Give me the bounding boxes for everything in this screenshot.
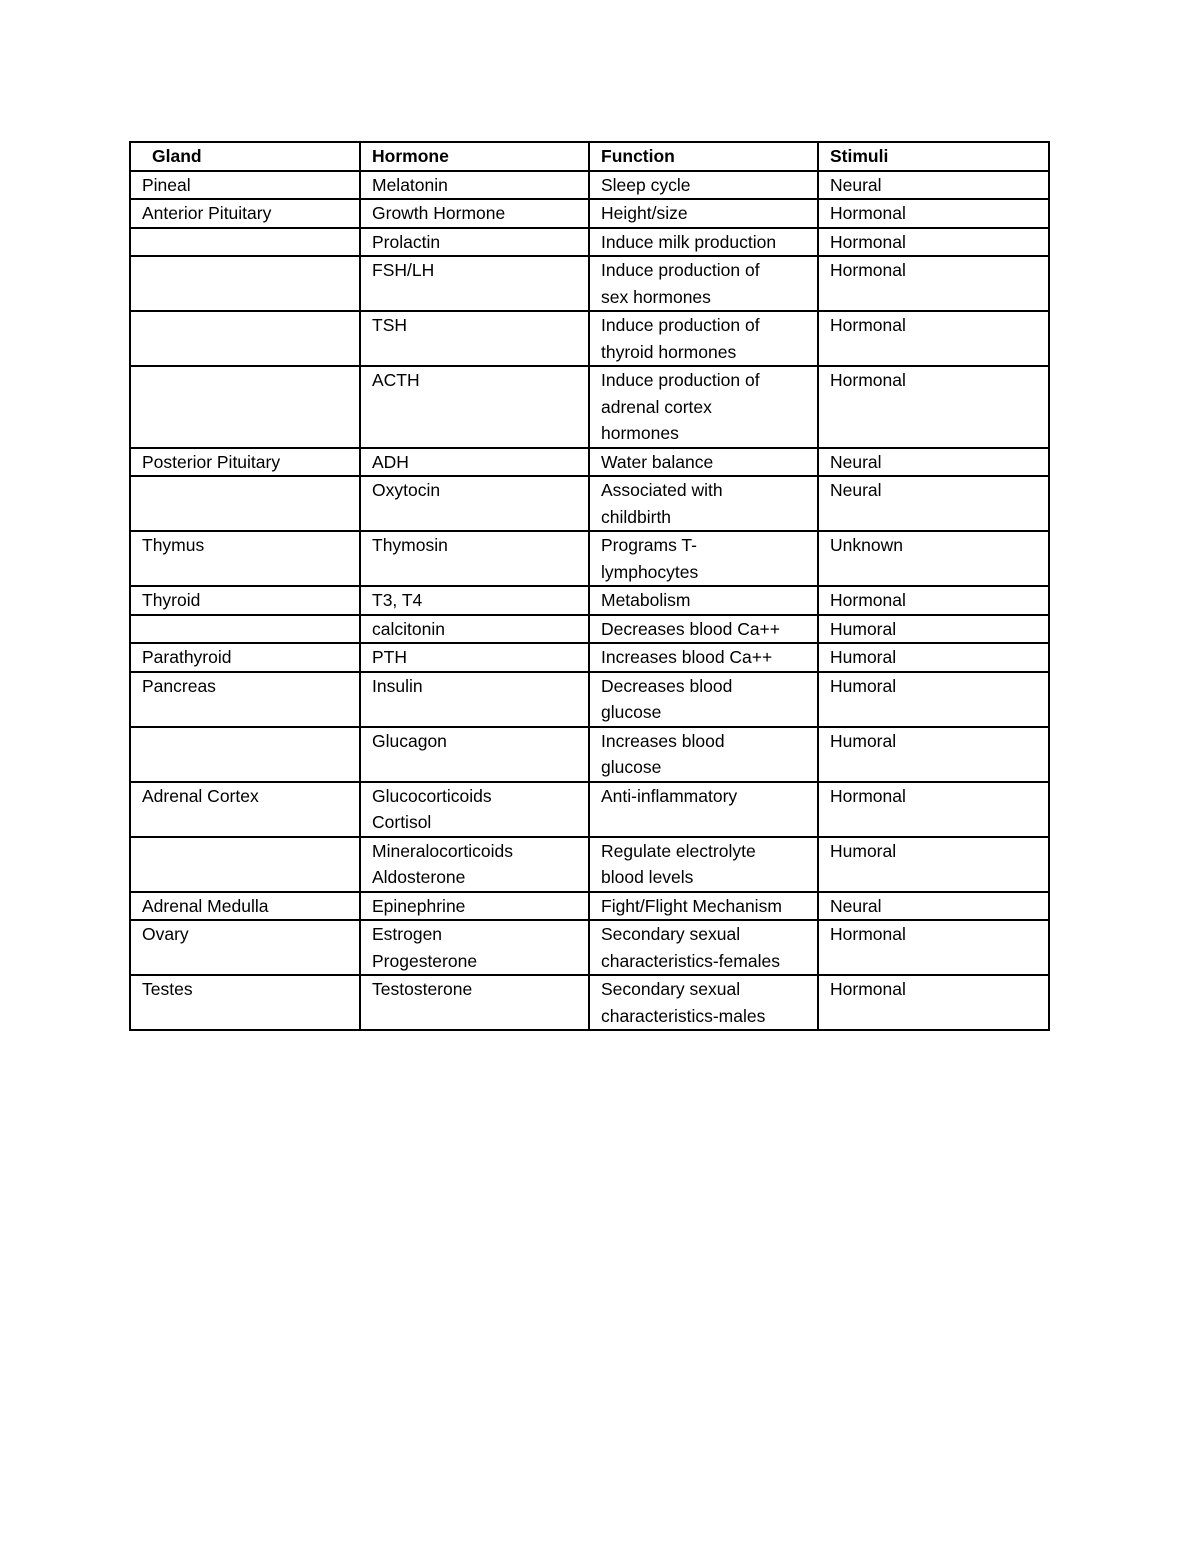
cell-gland: Thyroid	[130, 586, 360, 615]
cell-hormone: PTH	[360, 643, 589, 672]
cell-function: Secondary sexual characteristics-males	[589, 975, 818, 1030]
cell-gland: Anterior Pituitary	[130, 199, 360, 228]
table-row	[130, 975, 1049, 1030]
cell-gland	[130, 366, 360, 448]
cell-gland	[130, 228, 360, 257]
table-row	[130, 476, 1049, 531]
cell-function: Programs T- lymphocytes	[589, 531, 818, 586]
cell-gland	[130, 476, 360, 531]
cell-stimuli: Hormonal	[818, 920, 1049, 975]
cell-gland: Adrenal Cortex	[130, 782, 360, 837]
cell-hormone: calcitonin	[360, 615, 589, 644]
table-row	[130, 727, 1049, 782]
cell-gland: Thymus	[130, 531, 360, 586]
cell-hormone: Mineralocorticoids Aldosterone	[360, 837, 589, 892]
cell-hormone: Prolactin	[360, 228, 589, 257]
cell-stimuli: Unknown	[818, 531, 1049, 586]
table-row	[130, 782, 1049, 837]
cell-gland	[130, 615, 360, 644]
cell-stimuli: Hormonal	[818, 311, 1049, 366]
cell-function: Decreases blood Ca++	[589, 615, 818, 644]
cell-function: Induce production of sex hormones	[589, 256, 818, 311]
cell-function: Induce production of thyroid hormones	[589, 311, 818, 366]
cell-stimuli: Humoral	[818, 643, 1049, 672]
cell-gland	[130, 727, 360, 782]
table-row	[130, 199, 1049, 228]
cell-hormone: Thymosin	[360, 531, 589, 586]
cell-gland: Adrenal Medulla	[130, 892, 360, 921]
cell-gland: Ovary	[130, 920, 360, 975]
cell-gland	[130, 837, 360, 892]
cell-hormone: ACTH	[360, 366, 589, 448]
header-gland: Gland	[130, 142, 360, 171]
cell-hormone: T3, T4	[360, 586, 589, 615]
cell-hormone: Melatonin	[360, 171, 589, 200]
table-row	[130, 837, 1049, 892]
cell-stimuli: Humoral	[818, 672, 1049, 727]
cell-function: Increases blood Ca++	[589, 643, 818, 672]
cell-hormone: TSH	[360, 311, 589, 366]
cell-function: Associated with childbirth	[589, 476, 818, 531]
cell-function: Fight/Flight Mechanism	[589, 892, 818, 921]
cell-hormone: Glucocorticoids Cortisol	[360, 782, 589, 837]
cell-hormone: Oxytocin	[360, 476, 589, 531]
cell-stimuli: Humoral	[818, 837, 1049, 892]
table-row	[130, 228, 1049, 257]
cell-function: Water balance	[589, 448, 818, 477]
cell-stimuli: Neural	[818, 448, 1049, 477]
endocrine-gland-table	[129, 141, 1050, 1031]
cell-gland	[130, 311, 360, 366]
cell-stimuli: Neural	[818, 476, 1049, 531]
table-header-row	[130, 142, 1049, 171]
table-row	[130, 366, 1049, 448]
cell-hormone: Glucagon	[360, 727, 589, 782]
cell-gland: Parathyroid	[130, 643, 360, 672]
cell-gland: Testes	[130, 975, 360, 1030]
cell-hormone: Insulin	[360, 672, 589, 727]
header-function: Function	[589, 142, 818, 171]
table-row	[130, 311, 1049, 366]
cell-function: Metabolism	[589, 586, 818, 615]
cell-function: Induce production of adrenal cortex hormones	[589, 366, 818, 448]
table-row	[130, 615, 1049, 644]
table-row	[130, 256, 1049, 311]
cell-stimuli: Hormonal	[818, 586, 1049, 615]
cell-function: Induce milk production	[589, 228, 818, 257]
cell-stimuli: Hormonal	[818, 782, 1049, 837]
cell-gland: Posterior Pituitary	[130, 448, 360, 477]
cell-stimuli: Hormonal	[818, 366, 1049, 448]
cell-hormone: Epinephrine	[360, 892, 589, 921]
cell-gland: Pineal	[130, 171, 360, 200]
cell-hormone: Estrogen Progesterone	[360, 920, 589, 975]
cell-function: Anti-inflammatory	[589, 782, 818, 837]
cell-stimuli: Hormonal	[818, 199, 1049, 228]
cell-gland	[130, 256, 360, 311]
cell-function: Decreases blood glucose	[589, 672, 818, 727]
cell-gland: Pancreas	[130, 672, 360, 727]
cell-function: Sleep cycle	[589, 171, 818, 200]
cell-function: Height/size	[589, 199, 818, 228]
table-row	[130, 672, 1049, 727]
header-hormone: Hormone	[360, 142, 589, 171]
cell-function: Regulate electrolyte blood levels	[589, 837, 818, 892]
cell-stimuli: Hormonal	[818, 228, 1049, 257]
cell-stimuli: Neural	[818, 892, 1049, 921]
cell-hormone: Growth Hormone	[360, 199, 589, 228]
table-header	[130, 142, 1049, 171]
table-row	[130, 643, 1049, 672]
table-row	[130, 586, 1049, 615]
cell-stimuli: Humoral	[818, 615, 1049, 644]
table-body	[130, 171, 1049, 1031]
cell-hormone: Testosterone	[360, 975, 589, 1030]
table-row	[130, 448, 1049, 477]
table-row	[130, 531, 1049, 586]
cell-function: Secondary sexual characteristics-females	[589, 920, 818, 975]
cell-hormone: ADH	[360, 448, 589, 477]
cell-stimuli: Hormonal	[818, 256, 1049, 311]
table-row	[130, 920, 1049, 975]
table-row	[130, 171, 1049, 200]
header-stimuli: Stimuli	[818, 142, 1049, 171]
cell-stimuli: Humoral	[818, 727, 1049, 782]
cell-stimuli: Hormonal	[818, 975, 1049, 1030]
cell-function: Increases blood glucose	[589, 727, 818, 782]
cell-stimuli: Neural	[818, 171, 1049, 200]
table-row	[130, 892, 1049, 921]
cell-hormone: FSH/LH	[360, 256, 589, 311]
